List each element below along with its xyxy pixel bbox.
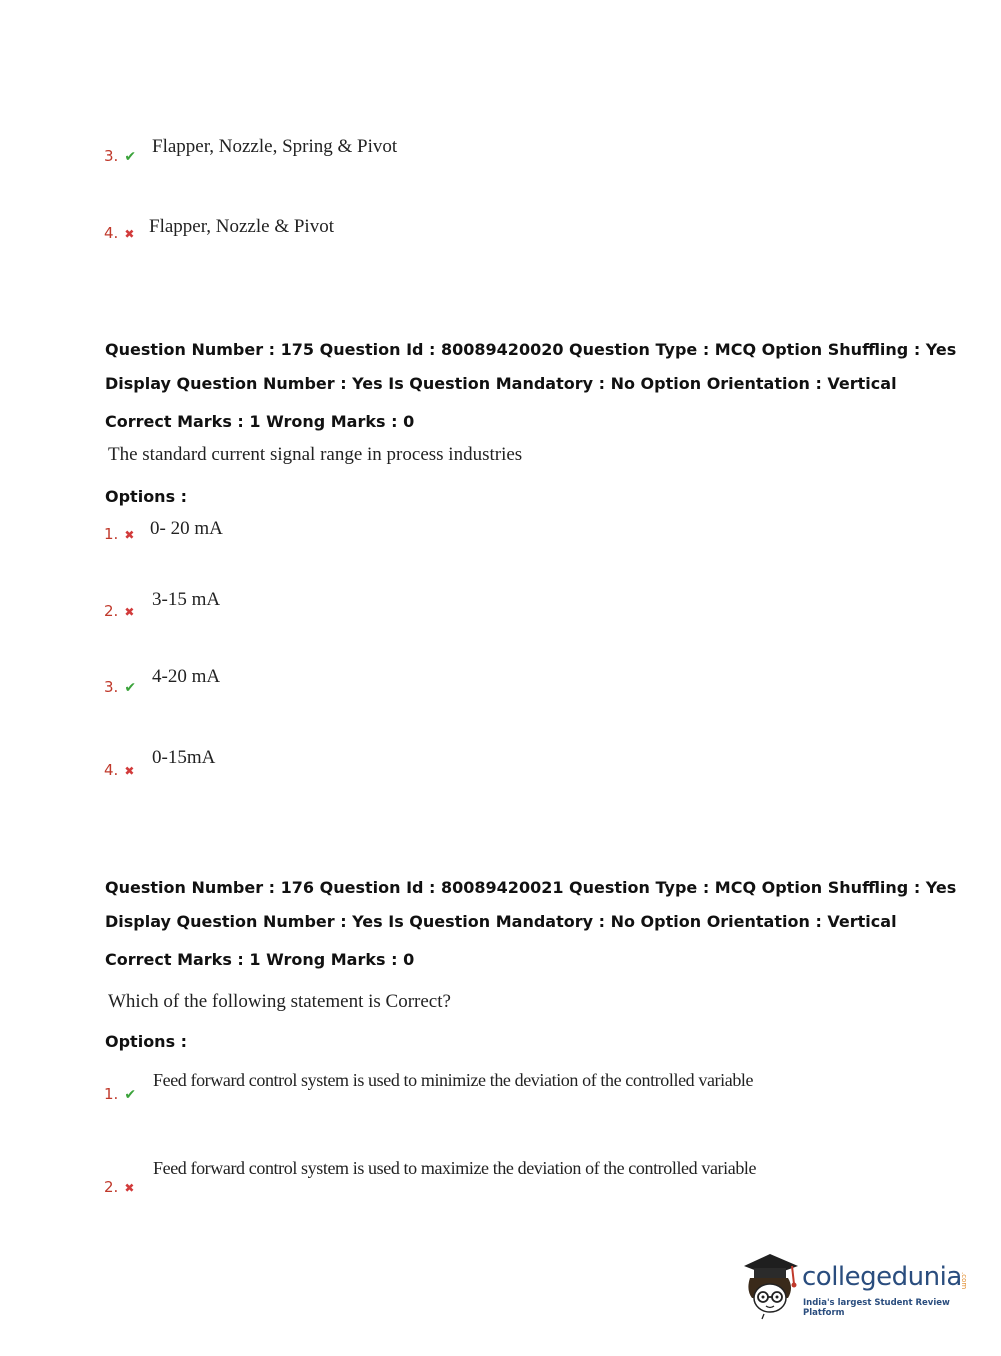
option-number: 3. ✔	[104, 678, 137, 696]
option-number: 1. ✔	[104, 1085, 137, 1103]
question-marks-line: Correct Marks : 1 Wrong Marks : 0	[105, 412, 415, 431]
option-number: 1. ✖	[104, 525, 135, 543]
check-icon: ✔	[124, 149, 137, 165]
option-number: 4. ✖	[104, 761, 135, 779]
mascot-icon	[740, 1250, 802, 1320]
question-text: Which of the following statement is Correct?	[108, 991, 451, 1012]
option-text: Feed forward control system is used to maximize the deviation of the controlled variable	[153, 1158, 757, 1178]
option-number: 2. ✖	[104, 1178, 135, 1196]
question-text: The standard current signal range in process industries	[108, 444, 523, 465]
cross-icon: ✖	[124, 1181, 135, 1195]
option-text: 4-20 mA	[152, 666, 221, 687]
option-text: Flapper, Nozzle, Spring & Pivot	[152, 136, 398, 157]
option-text: 0- 20 mA	[150, 518, 223, 539]
option-text: 0-15mA	[152, 747, 216, 768]
option-text: Feed forward control system is used to minimize the deviation of the controlled variable	[153, 1070, 754, 1090]
cross-icon: ✖	[124, 227, 135, 241]
options-label: Options :	[105, 487, 188, 506]
question-meta-line: Display Question Number : Yes Is Question Mandatory : No Option Orientation : Vertical	[105, 374, 897, 393]
logo-suffix: .com	[960, 1272, 968, 1290]
logo-wordmark: collegedunia	[802, 1262, 962, 1292]
options-label: Options :	[105, 1032, 188, 1051]
option-number: 4. ✖	[104, 224, 135, 242]
question-meta-line: Display Question Number : Yes Is Question Mandatory : No Option Orientation : Vertical	[105, 912, 897, 931]
option-text: 3-15 mA	[152, 589, 221, 610]
cross-icon: ✖	[124, 764, 135, 778]
collegedunia-logo	[740, 1250, 970, 1320]
check-icon: ✔	[124, 680, 137, 696]
cross-icon: ✖	[124, 528, 135, 542]
logo-tagline: India's largest Student Review Platform	[803, 1298, 950, 1318]
option-number: 2. ✖	[104, 602, 135, 620]
question-marks-line: Correct Marks : 1 Wrong Marks : 0	[105, 950, 415, 969]
cross-icon: ✖	[124, 605, 135, 619]
question-meta-line: Question Number : 176 Question Id : 80089420021 Question Type : MCQ Option Shuffling : Yes	[105, 878, 957, 897]
check-icon: ✔	[124, 1087, 137, 1103]
question-meta-line: Question Number : 175 Question Id : 80089420020 Question Type : MCQ Option Shuffling : Yes	[105, 340, 957, 359]
option-text: Flapper, Nozzle & Pivot	[149, 216, 334, 237]
option-number: 3. ✔	[104, 147, 137, 165]
